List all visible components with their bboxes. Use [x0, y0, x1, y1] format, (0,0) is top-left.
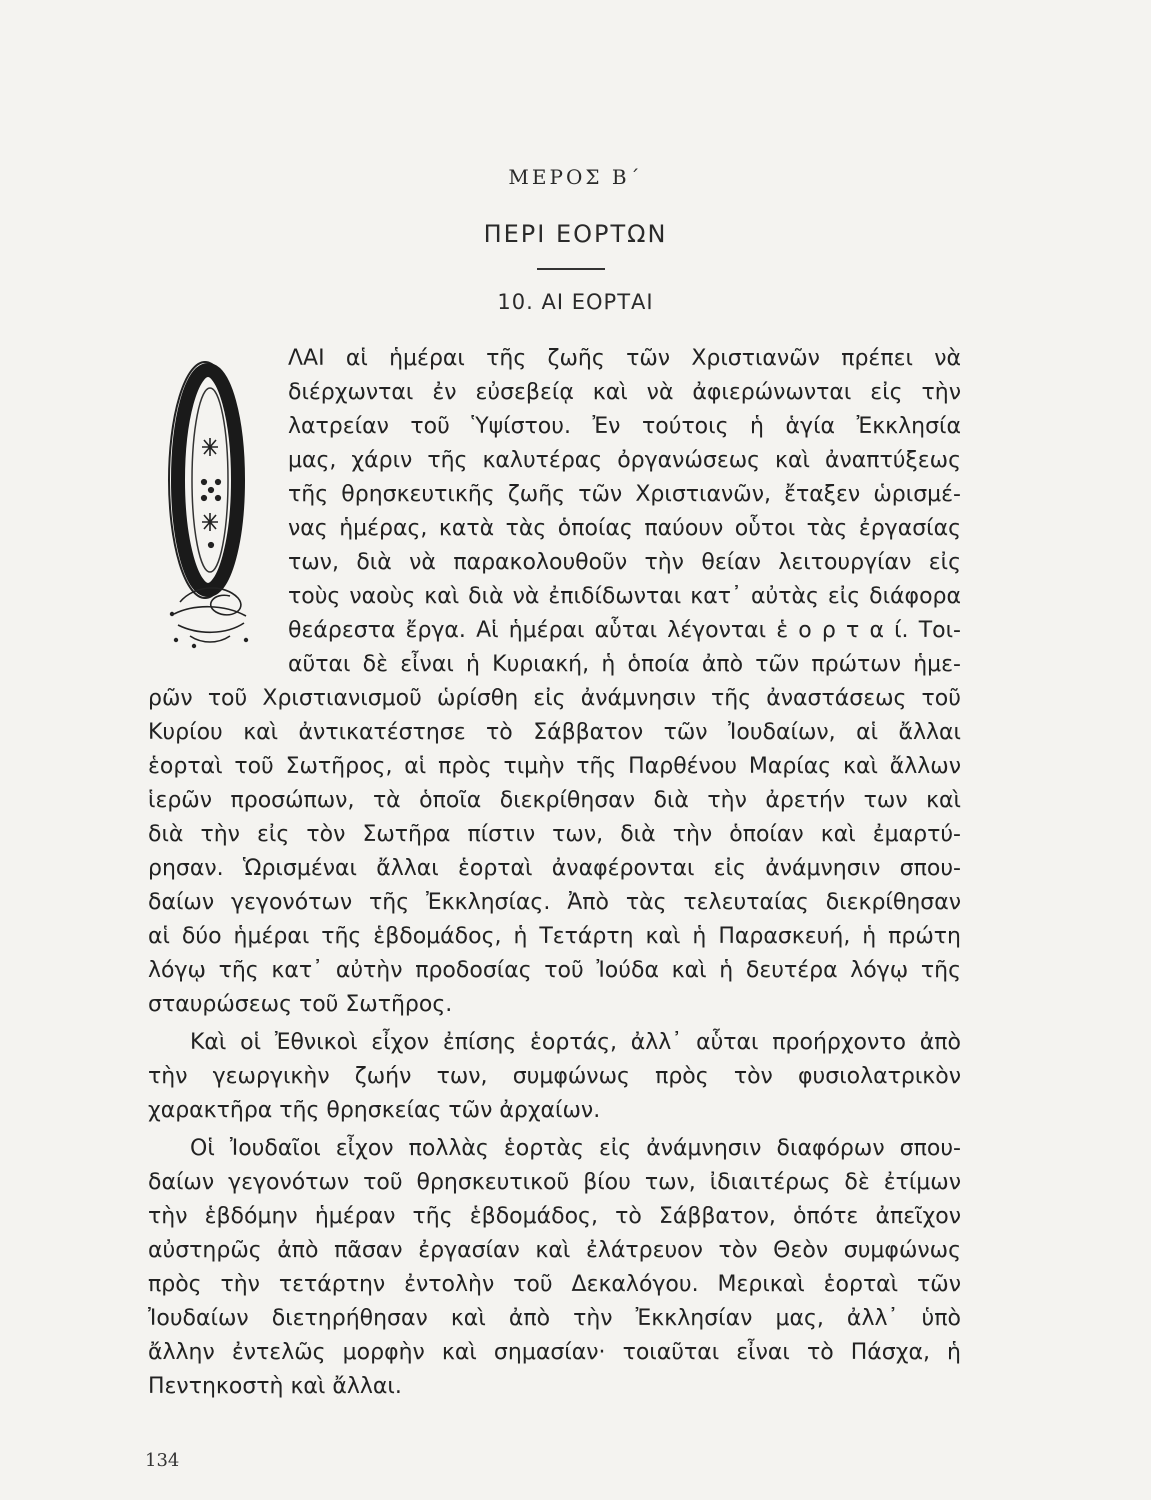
text-line: πρὸς τὴν τετάρτην ἐντολὴν τοῦ Δεκαλόγου. Μερικαὶ ἑορταὶ τῶν: [148, 1272, 961, 1297]
text-line: ρῶν τοῦ Χριστιανισμοῦ ὡρίσθη εἰς ἀνάμνησιν τῆς ἀναστάσεως τοῦ: [148, 686, 961, 711]
text-line: ρησαν. Ὡρισμέναι ἄλλαι ἑορταὶ ἀναφέρονται εἰς ἀνάμνησιν σπου-: [148, 856, 961, 881]
ornamental-dropcap: [160, 340, 280, 665]
text-line: θεάρεστα ἔργα. Αἱ ἡμέραι αὗται λέγονται ἑ ο ρ τ α ί. Τοι-: [288, 618, 961, 643]
text-line: τὴν γεωργικὴν ζωήν των, συμφώνως πρὸς τὸν φυσιολατρικὸν: [148, 1064, 961, 1089]
title-divider: [537, 268, 605, 270]
text-line: Ἰουδαίων διετηρήθησαν καὶ ἀπὸ τὴν Ἐκκλησίαν μας, ἀλλ᾽ ὑπὸ: [148, 1306, 961, 1331]
text-line: τῆς θρησκευτικῆς ζωῆς τῶν Χριστιανῶν, ἔταξεν ὡρισμέ-: [288, 482, 961, 507]
text-line: τοὺς ναοὺς καὶ διὰ νὰ ἐπιδίδωνται κατ᾽ αὐτὰς εἰς διάφορα: [288, 584, 961, 609]
text-line: ΛΑΙ αἱ ἡμέραι τῆς ζωῆς τῶν Χριστιανῶν πρέπει νὰ: [288, 346, 961, 371]
text-line: ἱερῶν προσώπων, τὰ ὁποῖα διεκρίθησαν διὰ τὴν ἀρετήν των καὶ: [148, 788, 961, 813]
text-line: χαρακτῆρα τῆς θρησκείας τῶν ἀρχαίων.: [148, 1098, 601, 1123]
text-line: Κυρίου καὶ ἀντικατέστησε τὸ Σάββατον τῶν Ἰουδαίων, αἱ ἄλλαι: [148, 720, 961, 745]
text-line: σταυρώσεως τοῦ Σωτῆρος.: [148, 992, 453, 1017]
text-line: Πεντηκοστὴ καὶ ἄλλαι.: [148, 1374, 402, 1399]
part-heading: ΜΕΡΟΣ Β΄: [508, 165, 643, 189]
text-line: ἄλλην ἐντελῶς μορφὴν καὶ σημασίαν· τοιαῦται εἶναι τὸ Πάσχα, ἡ: [148, 1340, 961, 1365]
text-line: ἑορταὶ τοῦ Σωτῆρος, αἱ πρὸς τιμὴν τῆς Παρθένου Μαρίας καὶ ἄλλων: [148, 754, 961, 779]
text-line: λόγῳ τῆς κατ᾽ αὐτὴν προδοσίας τοῦ Ἰούδα καὶ ἡ δευτέρα λόγῳ τῆς: [148, 958, 961, 983]
text-line: διέρχωνται ἐν εὐσεβείᾳ καὶ νὰ ἀφιερώνωνται εἰς τὴν: [288, 380, 961, 405]
text-line: διὰ τὴν εἰς τὸν Σωτῆρα πίστιν των, διὰ τὴν ὁποίαν καὶ ἐμαρτύ-: [148, 822, 961, 847]
text-line: νας ἡμέρας, κατὰ τὰς ὁποίας παύουν οὗτοι τὰς ἐργασίας: [288, 516, 961, 541]
text-line: τὴν ἑβδόμην ἡμέραν τῆς ἑβδομάδος, τὸ Σάββατον, ὁπότε ἀπεῖχον: [148, 1204, 961, 1229]
text-line: Οἱ Ἰουδαῖοι εἶχον πολλὰς ἑορτὰς εἰς ἀνάμνησιν διαφόρων σπου-: [190, 1136, 961, 1161]
text-line: Καὶ οἱ Ἐθνικοὶ εἶχον ἐπίσης ἑορτάς, ἀλλ᾽ αὗται προήρχοντο ἀπὸ: [190, 1030, 961, 1055]
dropcap-omicron-icon: [160, 340, 280, 665]
section-heading: 10. ΑΙ ΕΟΡΤΑΙ: [497, 290, 654, 314]
text-line: αῦται δὲ εἶναι ἡ Κυριακή, ἡ ὁποία ἀπὸ τῶν πρώτων ἡμε-: [288, 652, 961, 677]
text-line: αἱ δύο ἡμέραι τῆς ἑβδομάδος, ἡ Τετάρτη καὶ ἡ Παρασκευή, ἡ πρώτη: [148, 924, 961, 949]
text-line: δαίων γεγονότων τῆς Ἐκκλησίας. Ἀπὸ τὰς τελευταίας διεκρίθησαν: [148, 890, 961, 915]
text-line: δαίων γεγονότων τοῦ θρησκευτικοῦ βίου των, ἰδιαιτέρως δὲ ἐτίμων: [148, 1170, 961, 1195]
text-line: των, διὰ νὰ παρακολουθοῦν τὴν θείαν λειτουργίαν εἰς: [288, 550, 961, 575]
text-line: λατρείαν τοῦ Ὑψίστου. Ἐν τούτοις ἡ ἁγία Ἐκκλησία: [288, 414, 961, 439]
chapter-title: ΠΕΡΙ ΕΟΡΤΩΝ: [483, 220, 668, 248]
page-number: 134: [145, 1450, 180, 1471]
text-line: μας, χάριν τῆς καλυτέρας ὀργανώσεως καὶ ἀναπτύξεως: [288, 448, 961, 473]
text-line: αὐστηρῶς ἀπὸ πᾶσαν ἐργασίαν καὶ ἐλάτρευον τὸν Θεὸν συμφώνως: [148, 1238, 961, 1263]
